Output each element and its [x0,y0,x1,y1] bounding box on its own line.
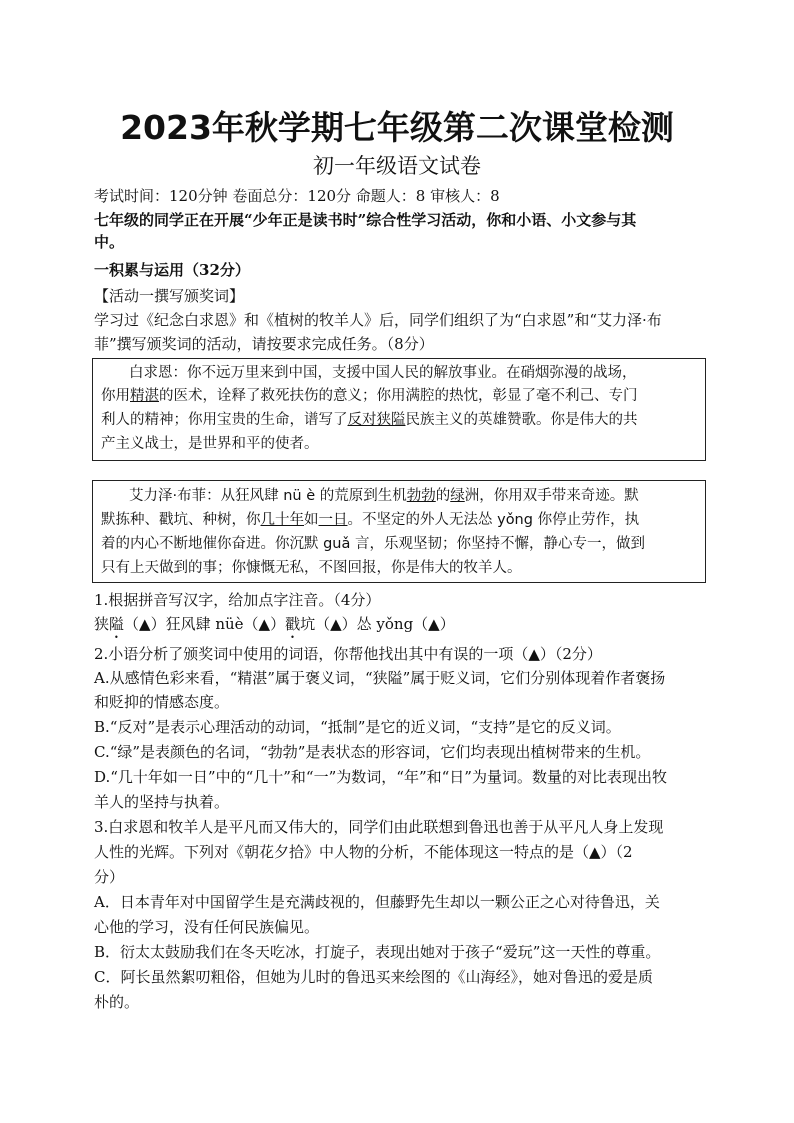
q2-option-b: B.“反对”是表示心理活动的动词，“抵制”是它的近义词，“支持”是它的反义词。 [94,718,621,736]
box2-line-4: 只有上天做到的事；你慷慨无私，不图回报，你是伟大的牧羊人。 [101,560,522,576]
box1-line-4: 产主义战士，是世界和平的使者。 [101,436,319,452]
q2-option-a-line-1: A.从感情色彩来看，“精湛”属于褒义词，“狭隘”属于贬义词，它们分别体现着作者褒扬 [94,669,666,687]
box2-text: 如 [304,512,319,528]
box2-line-1 [101,486,701,506]
q2-option-d-line-2: 羊人的坚持与执着。 [94,793,230,811]
question-1-answers [94,614,714,642]
box1-line-2 [101,386,701,406]
box1-line-3 [101,410,701,430]
activity-heading: 【活动一撰写颁奖词】 [94,287,245,305]
box2-line-2 [101,510,701,530]
q3-option-a-line-2: 心他的学习，没有任何民族偏见。 [94,918,320,936]
q3-option-c-line-2: 朴的。 [94,993,140,1011]
task-line-1: 学习过《纪念白求恩》和《植树的牧羊人》后，同学们组织了为“白求恩”和“艾力泽·布 [94,311,662,329]
underlined-word: 反对狭隘 [347,412,406,428]
box2-text: 。不坚定的外人无法怂 yǒng 你停止劳作，执 [347,512,640,528]
q2-option-c: C.“绿”是表颜色的名词，“勃勃”是表状态的形容词，它们均表现出植树带来的生机。 [94,743,651,761]
intro-line-2: 中。 [94,233,125,251]
box1-text: 民族主义的英雄赞歌。你是伟大的共 [405,412,638,428]
box2-text: 的 [435,488,451,504]
q1-text: 坑（▲）怂 yǒng（▲） [300,615,455,633]
q3-option-c-line-1: C．阿长虽然絮叨粗俗，但她为儿时的鲁迅买来绘图的《山海经》，她对鲁迅的爱是质 [94,968,653,986]
q1-text: （▲）狂风肆 nüè（▲） [124,615,286,633]
question-3-line-2: 人性的光辉。下列对《朝花夕拾》中人物的分析，不能体现这一特点的是（▲）（2 [94,843,633,861]
question-1: 1.根据拼音写汉字，给加点字注音。（4分） [94,591,381,609]
underlined-word: 勃勃 [406,488,436,504]
page-subtitle: 初一年级语文试卷 [313,154,481,178]
box1-text: 利人的精神；你用宝贵的生命，谱写了 [101,412,348,428]
q2-option-d-line-1: D.“几十年如一日”中的“几十”和“一”为数词，“年”和“日”为量词。数量的对比表现出牧 [94,768,667,786]
q2-option-a-line-2: 和贬抑的情感态度。 [94,693,230,711]
box2-line-3: 着的内心不断地催你奋进。你沉默 guǎ 言，乐观坚韧；你坚持不懈，静心专一，做到 [101,536,645,552]
question-3-line-3: 分） [94,868,125,886]
question-2: 2.小语分析了颁奖词中使用的词语，你帮他找出其中有误的一项（▲）（2分） [94,645,602,663]
underlined-word: 一日 [318,512,348,528]
dotted-char: 隘 [109,615,125,633]
question-3-line-1: 3.白求恩和牧羊人是平凡而又伟大的，同学们由此联想到鲁迅也善于从平凡人身上发现 [94,818,664,836]
box1-text: 的医术，诠释了救死扶伤的意义；你用满腔的热忱，彰显了毫不利己、专门 [159,388,638,404]
box2-text: 洲，你用双手带来奇迹。默 [464,488,639,504]
q1-text: 狭 [94,615,110,633]
box1-line-1: 白求恩：你不远万里来到中国，支援中国人民的解放事业。在硝烟弥漫的战场， [129,365,637,381]
exam-meta: 考试时间：120分钟 卷面总分：120分 命题人：8 审核人：8 [94,187,500,205]
underlined-word: 精湛 [130,388,159,404]
dotted-char: 戳 [285,615,301,633]
section-heading: 一积累与运用（32分） [94,261,250,279]
q3-option-b: B．衍太太鼓励我们在冬天吃冰，打旋子，表现出她对于孩子“爱玩”这一天性的尊重。 [94,943,661,961]
award-speech-bouffier [92,480,706,583]
intro-line-1: 七年级的同学正在开展“少年正是读书时”综合性学习活动，你和小语、小文参与其 [94,211,637,229]
box2-text: 默拣种、戳坑、种树，你 [101,512,261,528]
task-line-2: 菲”撰写颁奖词的活动，请按要求完成任务。（8分） [94,335,434,353]
q3-option-a-line-1: A．日本青年对中国留学生是充满歧视的，但藤野先生却以一颗公正之心对待鲁迅，关 [94,893,660,911]
page-title: 2023年秋学期七年级第二次课堂检测 [120,108,674,147]
box1-text: 你用 [101,388,130,404]
underlined-word: 几十年 [260,512,304,528]
box2-text: 艾力泽·布菲：从狂风肆 nü è 的荒原到生机 [129,488,407,504]
award-speech-bethune [92,358,706,461]
underlined-word: 绿 [450,488,465,504]
